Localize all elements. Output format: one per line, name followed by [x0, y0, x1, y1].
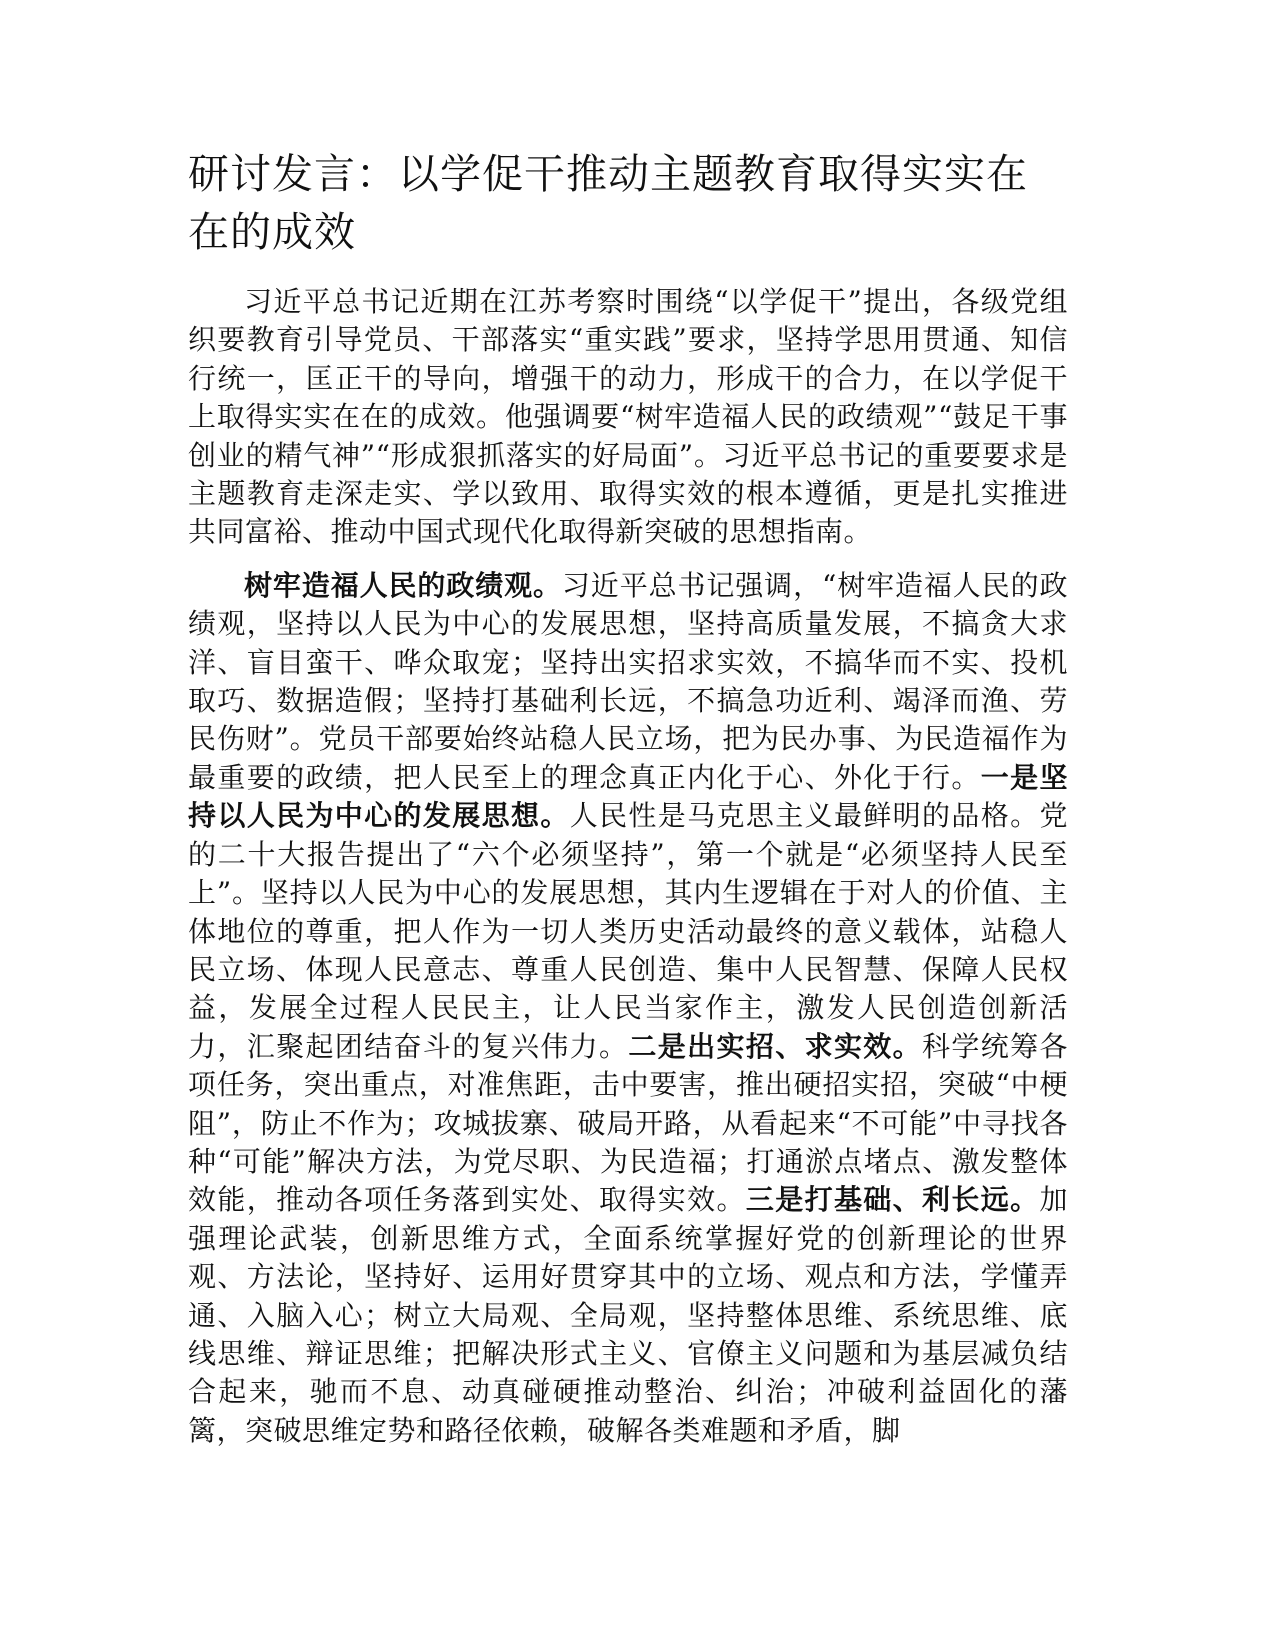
section-text-1: 习近平总书记强调，“树牢造福人民的政绩观，坚持以人民为中心的发展思想，坚持高质量发展，不搞贪大求洋、盲目蛮干、哗众取宠；坚持出实招求实效，不搞华而不实、投机取巧、数据造假；坚持打基础利长远，不搞急功近利、竭泽而渔、劳民伤财”。党员干部要始终站稳人民立场，把为民办事、为民造福作为最重要的政绩，把人民至上的理念真正内化于心、外化于行。 — [188, 568, 1068, 794]
point-1-heading: 一是坚持以人民为中心的发展思想。 — [188, 760, 1068, 833]
section-text-2: 人民性是马克思主义最鲜明的品格。党的二十大报告提出了“六个必须坚持”，第一个就是“必须坚持人民至上”。坚持以人民为中心的发展思想，其内生逻辑在于对人的价值、主体地位的尊重，把人作为一切人类历史活动最终的意义载体，站稳人民立场、体现人民意志、尊重人民创造、集中人民智慧、保障人民权益，发展全过程人民民主，让人民当家作主，激发人民创造创新活力，汇聚起团结奋斗的复兴伟力。 — [188, 799, 1068, 1063]
point-2-heading: 二是出实招、求实效。 — [628, 1029, 923, 1063]
document-title: 研讨发言：以学促干推动主题教育取得实实在在的成效 — [188, 150, 1028, 256]
section-text-3: 科学统筹各项任务，突出重点，对准焦距，击中要害，推出硬招实招，突破“中梗阻”，防止不作为；攻城拔寨、破局开路，从看起来“不可能”中寻找各种“可能”解决方法，为党尽职、为民造福；打通淤点堵点、激发整体效能，推动各项任务落到实处、取得实效。 — [188, 1029, 1068, 1217]
section-text-4: 加强理论武装，创新思维方式，全面系统掌握好党的创新理论的世界观、方法论，坚持好、运用好贯穿其中的立场、观点和方法，学懂弄通、入脑入心；树立大局观、全局观，坚持整体思维、系统思维、底线思维、辩证思维；把解决形式主义、官僚主义问题和为基层减负结合起来，驰而不息、动真碰硬推动整治、纠治；冲破利益固化的藩篱，突破思维定势和路径依赖，破解各类难题和矛盾，脚 — [188, 1183, 1068, 1447]
section-heading: 树牢造福人民的政绩观。 — [244, 568, 562, 602]
document-page — [188, 145, 1068, 1465]
point-3-heading: 三是打基础、利长远。 — [745, 1183, 1040, 1217]
intro-paragraph: 习近平总书记近期在江苏考察时围绕“以学促干”提出，各级党组织要教育引导党员、干部落实“重实践”要求，坚持学思用贯通、知信行统一，匡正干的导向，增强干的动力，形成干的合力，在以学促干上取得实实在在的成效。他强调要“树牢造福人民的政绩观”“鼓足干事创业的精气神”“形成狠抓落实的好局面”。习近平总书记的重要要求是主题教育走深走实、学以致用、取得实效的根本遵循，更是扎实推进共同富裕、推动中国式现代化取得新突破的思想指南。 — [188, 285, 1068, 549]
body-paragraph — [188, 567, 1068, 1450]
